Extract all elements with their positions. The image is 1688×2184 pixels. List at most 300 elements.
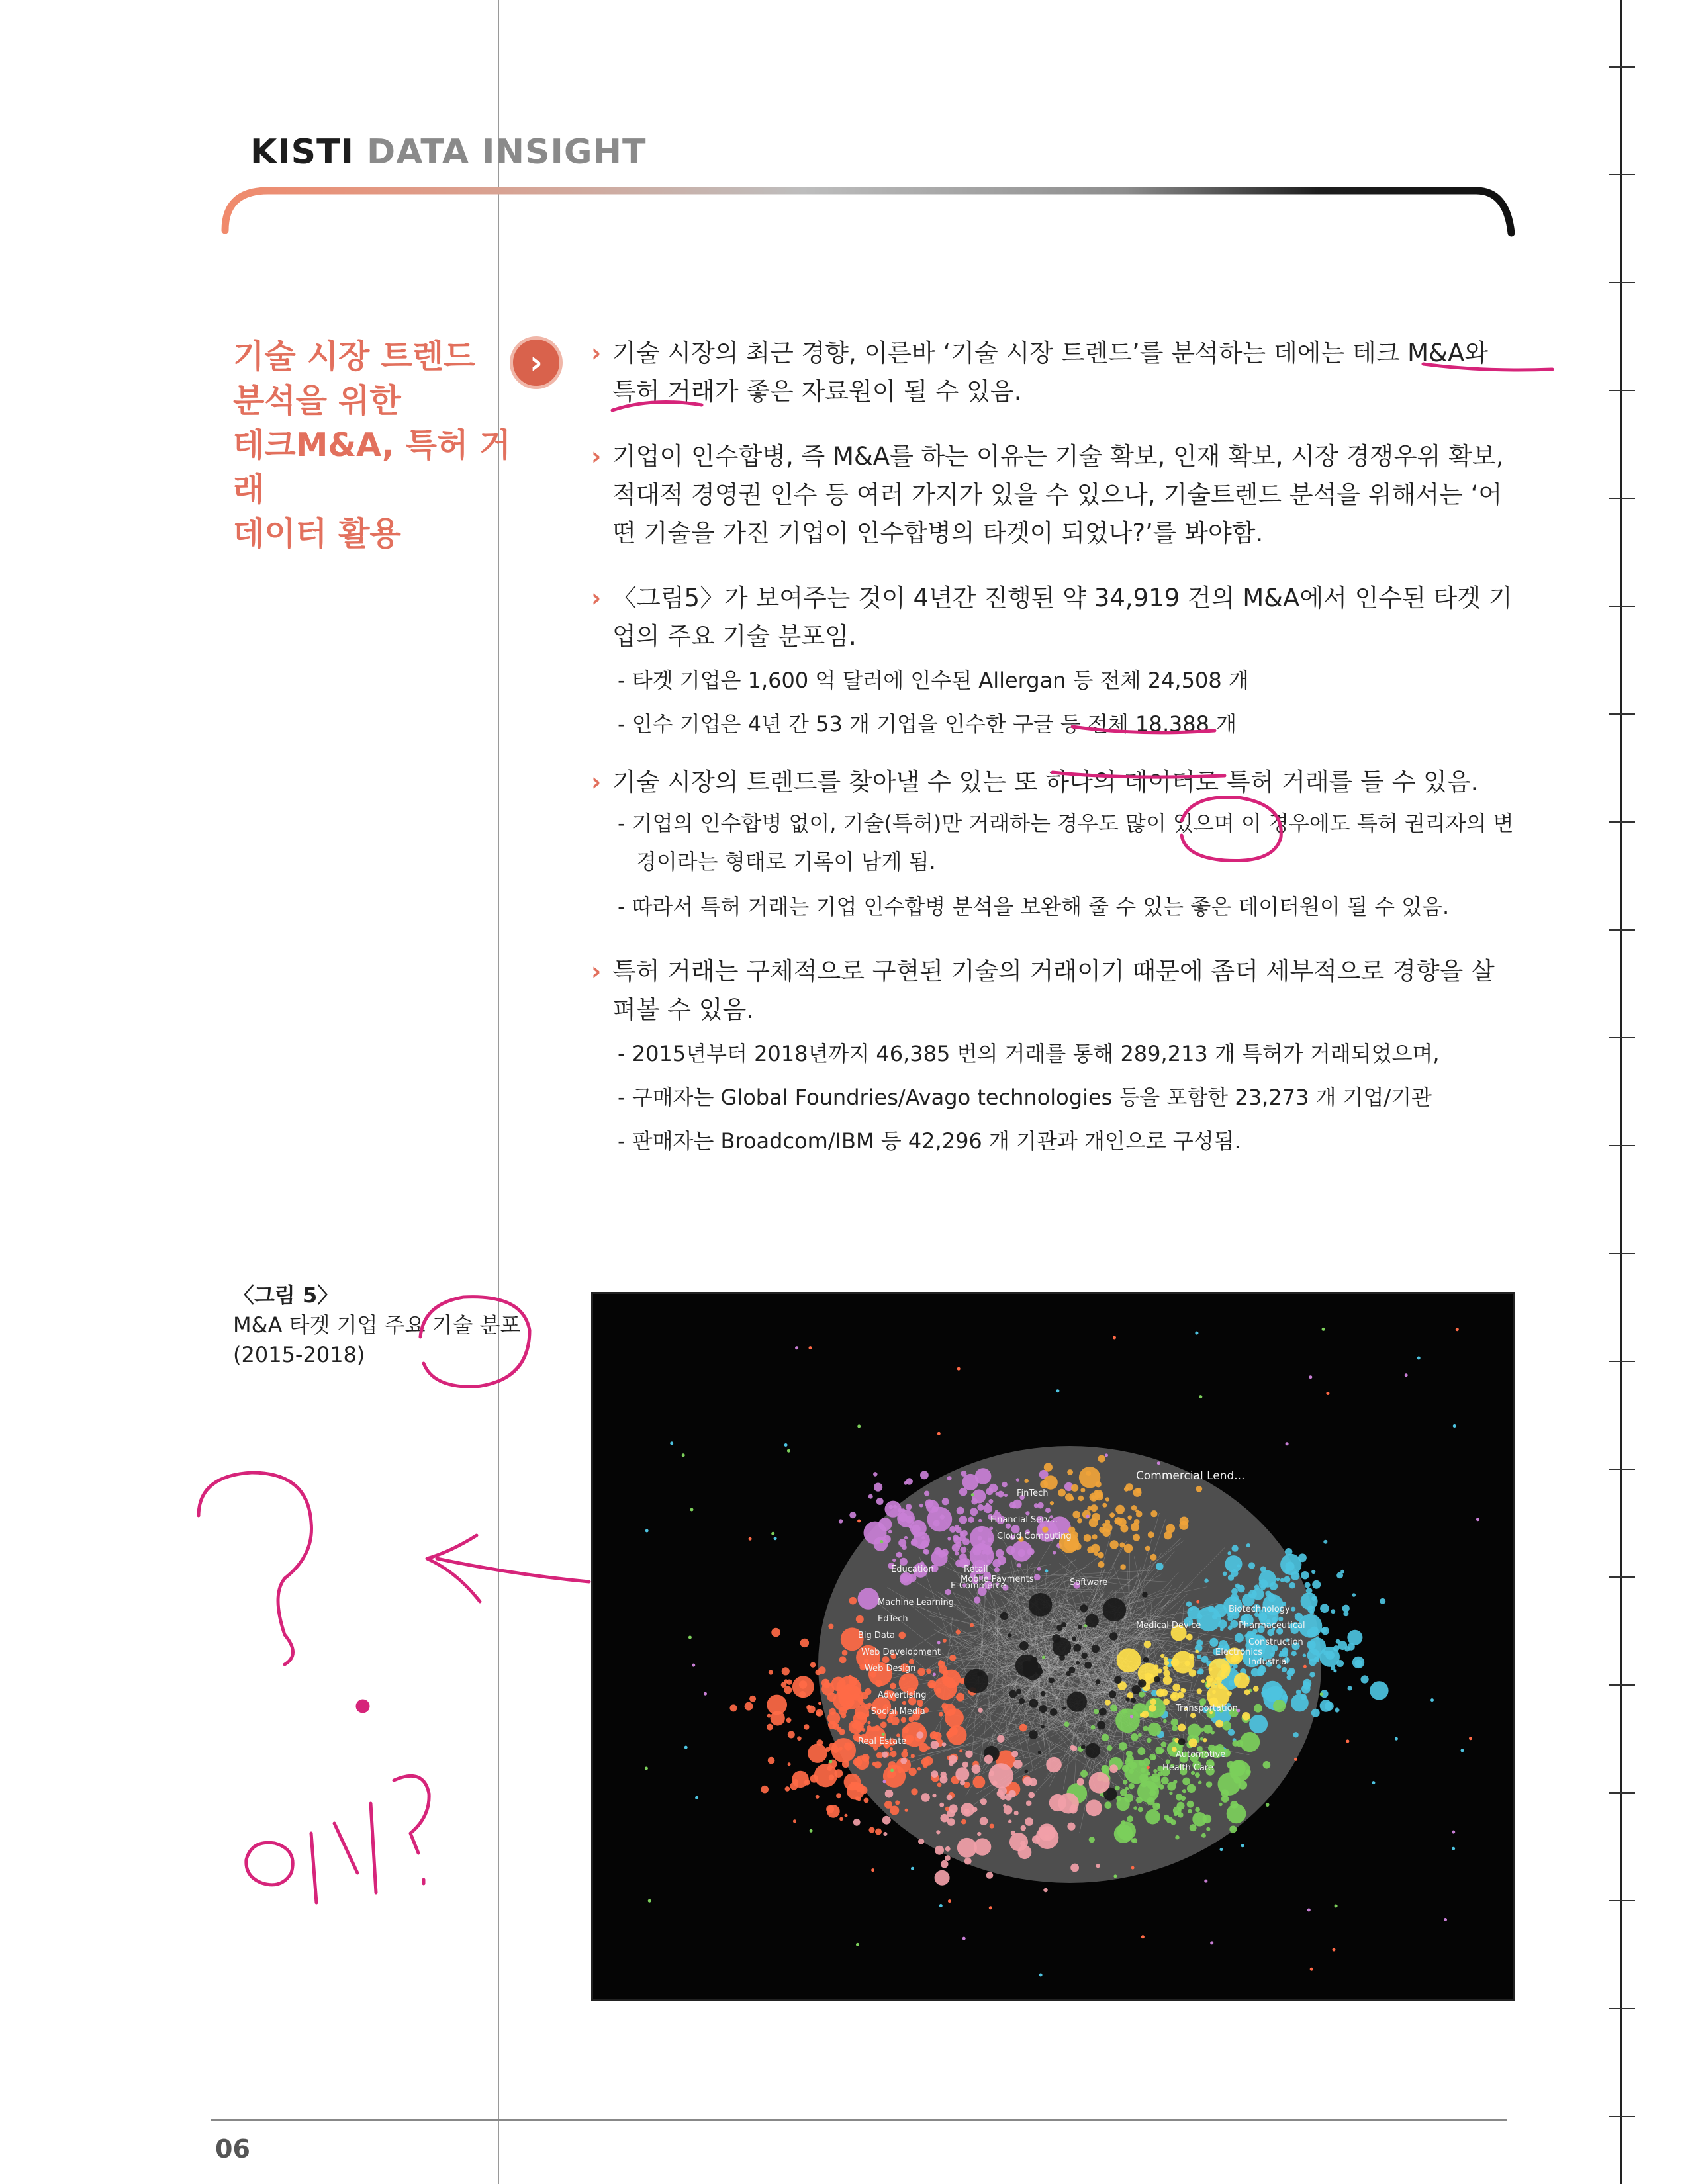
- network-node: [1149, 1754, 1156, 1760]
- network-cluster-label: Financial Serv...: [990, 1515, 1058, 1525]
- network-node: [857, 1797, 861, 1801]
- network-node: [970, 1508, 978, 1516]
- network-node: [989, 1906, 992, 1909]
- network-node: [980, 1817, 988, 1825]
- network-node: [648, 1899, 651, 1903]
- network-node: [771, 1532, 774, 1535]
- network-node: [1195, 1772, 1200, 1778]
- network-node: [1186, 1602, 1192, 1607]
- network-cluster-label: Industrial: [1248, 1657, 1289, 1667]
- network-cluster-label: Electronics: [1215, 1647, 1262, 1657]
- network-node: [818, 1666, 825, 1674]
- network-node: [873, 1472, 878, 1477]
- network-node: [1307, 1909, 1311, 1912]
- network-node: [793, 1779, 799, 1785]
- network-node: [980, 1798, 987, 1805]
- network-cluster-label: EdTech: [878, 1614, 908, 1624]
- network-node: [842, 1760, 849, 1768]
- network-node: [956, 1629, 961, 1634]
- network-node: [961, 1471, 966, 1477]
- network-node: [810, 1829, 813, 1833]
- network-cluster-label: FinTech: [1017, 1488, 1049, 1498]
- network-node: [1140, 1713, 1145, 1717]
- network-node: [888, 1761, 896, 1769]
- network-node: [1044, 1463, 1053, 1471]
- network-node: [1115, 1505, 1125, 1514]
- network-node: [1220, 1848, 1223, 1851]
- network-node: [784, 1443, 788, 1447]
- network-node: [1163, 1719, 1167, 1723]
- network-node: [935, 1870, 950, 1886]
- network-node: [955, 1551, 959, 1556]
- network-node: [1096, 1864, 1100, 1868]
- network-node: [937, 1432, 941, 1435]
- network-node: [1231, 1594, 1239, 1602]
- network-node: [1288, 1668, 1295, 1675]
- network-node: [876, 1498, 884, 1505]
- network-node: [1316, 1636, 1319, 1639]
- network-cluster-label: Commercial Lend...: [1136, 1469, 1245, 1482]
- network-node: [940, 1776, 948, 1784]
- network-node: [1143, 1657, 1149, 1663]
- network-node: [949, 1804, 958, 1813]
- network-cluster-label: Health Care: [1162, 1763, 1213, 1773]
- network-node: [849, 1512, 856, 1518]
- network-node: [1019, 1724, 1027, 1732]
- network-node: [1038, 1823, 1055, 1841]
- binder-tick: [1609, 1253, 1635, 1254]
- network-node: [1456, 1328, 1459, 1331]
- network-node: [1444, 1918, 1447, 1921]
- network-node: [1148, 1531, 1154, 1538]
- network-node: [917, 1767, 921, 1771]
- network-node: [799, 1691, 806, 1698]
- network-node: [645, 1767, 648, 1770]
- network-node: [1231, 1588, 1238, 1595]
- network-node: [932, 1794, 936, 1797]
- network-node: [1212, 1614, 1217, 1619]
- network-node: [997, 1735, 1004, 1743]
- network-node: [856, 1943, 859, 1946]
- network-node: [961, 1819, 966, 1825]
- network-node: [1059, 1655, 1065, 1661]
- network-node: [1310, 1968, 1313, 1971]
- network-node: [1262, 1689, 1271, 1698]
- binder-tick: [1609, 821, 1635, 823]
- network-node: [818, 1702, 821, 1705]
- network-node: [1145, 1546, 1150, 1551]
- network-node: [1227, 1551, 1231, 1555]
- network-node: [645, 1529, 649, 1533]
- network-node: [942, 1742, 947, 1747]
- network-node: [1241, 1844, 1244, 1847]
- network-cluster-label: Cloud Computing: [997, 1531, 1072, 1541]
- network-node: [1119, 1742, 1127, 1751]
- network-node: [956, 1693, 964, 1702]
- network-node: [972, 1764, 981, 1774]
- bullet-arrow-icon: ›: [591, 339, 602, 367]
- network-node: [904, 1481, 908, 1485]
- network-node: [1348, 1686, 1352, 1690]
- network-node: [926, 1669, 931, 1674]
- network-node: [939, 1803, 944, 1807]
- network-node: [961, 1530, 968, 1537]
- network-node: [1127, 1815, 1133, 1822]
- network-node: [767, 1724, 773, 1731]
- network-node: [1370, 1681, 1388, 1700]
- binder-tick: [1609, 1792, 1635, 1794]
- network-node: [1098, 1455, 1105, 1462]
- network-node: [1017, 1563, 1021, 1567]
- network-node: [978, 1519, 982, 1522]
- network-node: [1142, 1592, 1148, 1598]
- network-node: [1099, 1708, 1107, 1716]
- network-node: [1115, 1786, 1119, 1790]
- network-node: [829, 1760, 832, 1763]
- network-node: [1203, 1815, 1212, 1824]
- network-node: [1067, 1469, 1073, 1475]
- network-node: [1170, 1819, 1176, 1825]
- network-node: [952, 1544, 960, 1552]
- network-node: [964, 1858, 972, 1865]
- network-node: [1150, 1510, 1157, 1517]
- network-node: [1199, 1395, 1202, 1398]
- network-node: [962, 1937, 966, 1940]
- network-node: [939, 1904, 943, 1907]
- network-node: [1163, 1666, 1168, 1670]
- network-node: [1206, 1781, 1212, 1787]
- network-node: [1395, 1737, 1398, 1741]
- network-node: [1029, 1699, 1039, 1708]
- network-node: [977, 1832, 981, 1836]
- network-node: [1078, 1496, 1084, 1501]
- network-node: [1181, 1796, 1186, 1801]
- network-node: [767, 1695, 787, 1715]
- network-node: [1303, 1665, 1307, 1668]
- network-node: [1234, 1673, 1250, 1689]
- network-node: [871, 1868, 874, 1872]
- network-node: [1201, 1656, 1209, 1663]
- network-node: [1203, 1738, 1207, 1742]
- network-node: [1196, 1600, 1199, 1604]
- network-node: [948, 1899, 951, 1903]
- network-node: [1266, 1803, 1270, 1807]
- network-node: [1098, 1552, 1104, 1559]
- network-node: [1039, 1974, 1043, 1977]
- bullet-paragraph: [591, 579, 1518, 656]
- network-node: [931, 1741, 939, 1749]
- network-node: [1092, 1534, 1098, 1539]
- network-node: [833, 1747, 839, 1753]
- network-node: [1109, 1512, 1115, 1518]
- network-node: [1195, 1807, 1200, 1813]
- bullet-arrow-icon: ›: [591, 442, 602, 471]
- network-node: [853, 1819, 861, 1826]
- network-node: [1042, 1656, 1045, 1659]
- network-node: [882, 1816, 891, 1825]
- network-node: [935, 1846, 944, 1855]
- network-node: [989, 1484, 998, 1492]
- network-node: [868, 1494, 873, 1499]
- network-node: [1180, 1688, 1184, 1692]
- network-node: [911, 1867, 914, 1870]
- network-node: [858, 1588, 879, 1609]
- network-node: [1190, 1608, 1193, 1611]
- network-node: [1084, 1534, 1092, 1542]
- network-node: [1062, 1707, 1066, 1710]
- network-node: [1361, 1675, 1369, 1683]
- network-node: [688, 1636, 692, 1639]
- network-node: [978, 1527, 983, 1532]
- network-node: [1034, 1574, 1041, 1580]
- network-node: [1178, 1738, 1186, 1745]
- network-node: [1124, 1544, 1133, 1553]
- network-node: [978, 1708, 982, 1713]
- network-node: [1131, 1685, 1141, 1694]
- network-node: [1145, 1809, 1160, 1825]
- network-node: [1167, 1782, 1176, 1790]
- network-node: [984, 1755, 993, 1764]
- network-cluster-label: Biotechnology: [1229, 1604, 1290, 1614]
- network-node: [1133, 1534, 1140, 1541]
- network-node: [869, 1827, 875, 1833]
- bullet-paragraph: [591, 334, 1518, 411]
- network-node: [1043, 1888, 1047, 1892]
- network-node: [1126, 1697, 1130, 1701]
- bullet-paragraph: [591, 437, 1518, 553]
- network-node: [1081, 1653, 1088, 1659]
- network-node: [845, 1814, 848, 1817]
- network-node: [1300, 1694, 1307, 1700]
- network-node: [895, 1800, 900, 1805]
- network-node: [908, 1768, 916, 1776]
- network-node: [1161, 1741, 1167, 1747]
- network-node: [1453, 1424, 1456, 1428]
- network-node: [883, 1832, 887, 1836]
- network-node: [911, 1788, 917, 1795]
- network-node: [1307, 1628, 1317, 1637]
- network-node: [1114, 1520, 1118, 1524]
- network-node: [848, 1675, 853, 1680]
- network-node: [839, 1707, 847, 1715]
- network-node: [1058, 1489, 1066, 1497]
- network-node: [1013, 1760, 1023, 1769]
- network-node: [1085, 1743, 1100, 1758]
- network-node: [1175, 1835, 1179, 1839]
- network-node: [998, 1556, 1006, 1565]
- network-node: [1110, 1704, 1117, 1711]
- network-node: [1171, 1719, 1178, 1726]
- network-node: [949, 1755, 957, 1764]
- network-node: [1027, 1548, 1035, 1555]
- network-node: [1157, 1461, 1160, 1465]
- network-node: [1284, 1576, 1290, 1583]
- network-node: [836, 1793, 841, 1798]
- network-node: [885, 1501, 902, 1518]
- network-node: [839, 1747, 843, 1751]
- network-node: [911, 1754, 915, 1758]
- page-number: 06: [215, 2134, 250, 2163]
- network-node: [1326, 1392, 1329, 1395]
- bullet-arrow-icon: ›: [591, 584, 602, 612]
- network-node: [1089, 1772, 1110, 1794]
- network-node: [1301, 1592, 1318, 1610]
- network-node: [1121, 1820, 1126, 1825]
- network-node: [1182, 1778, 1190, 1786]
- network-node: [874, 1483, 882, 1492]
- network-node: [1039, 1705, 1047, 1713]
- network-node: [1073, 1644, 1081, 1652]
- network-node: [808, 1744, 827, 1763]
- question-dot: [357, 1701, 368, 1711]
- network-cluster-label: Advertising: [878, 1690, 927, 1700]
- network-node: [904, 1536, 908, 1539]
- network-node: [1097, 1721, 1105, 1729]
- network-node: [839, 1656, 847, 1663]
- network-node: [1139, 1692, 1145, 1698]
- network-node: [1025, 1479, 1029, 1483]
- network-node: [1009, 1690, 1017, 1698]
- arrow-mark: [437, 1559, 589, 1582]
- network-node: [1320, 1692, 1323, 1696]
- figure-caption-text: M&A 타겟 기업 주요 기술 분포: [233, 1312, 521, 1338]
- network-node: [1102, 1734, 1109, 1741]
- network-node: [1077, 1518, 1082, 1524]
- network-node: [1223, 1572, 1227, 1576]
- network-node: [1160, 1654, 1164, 1658]
- network-node: [1058, 1793, 1079, 1813]
- network-figure: [591, 1292, 1515, 2001]
- binder-edge: [1620, 0, 1622, 2184]
- network-node: [1117, 1648, 1141, 1672]
- network-node: [874, 1761, 882, 1768]
- network-node: [942, 1498, 949, 1505]
- network-node: [940, 1514, 945, 1519]
- network-node: [930, 1731, 938, 1739]
- network-node: [1405, 1373, 1408, 1377]
- network-node: [947, 1476, 952, 1480]
- network-cluster-label: Pharmaceutical: [1239, 1621, 1305, 1631]
- network-node: [769, 1670, 773, 1675]
- network-node: [695, 1796, 698, 1799]
- network-node: [1019, 1641, 1029, 1651]
- network-node: [864, 1798, 869, 1803]
- network-node: [1254, 1704, 1262, 1713]
- network-node: [957, 1507, 964, 1515]
- network-node: [1085, 1614, 1099, 1628]
- network-node: [1215, 1720, 1223, 1728]
- section-title-line: 데이터 활용: [233, 515, 401, 553]
- network-node: [1131, 1505, 1137, 1510]
- handwritten-question: [246, 1776, 429, 1903]
- network-node: [945, 1855, 951, 1861]
- network-node: [1069, 1666, 1076, 1673]
- network-node: [923, 1549, 927, 1554]
- network-node: [1346, 1739, 1349, 1743]
- network-node: [1198, 1781, 1202, 1785]
- network-node: [1296, 1690, 1301, 1695]
- network-node: [1084, 1624, 1087, 1627]
- network-node: [1182, 1789, 1186, 1793]
- binder-tick: [1609, 1037, 1635, 1038]
- network-node: [1291, 1571, 1300, 1580]
- network-node: [787, 1449, 790, 1453]
- network-node: [1286, 1562, 1295, 1571]
- network-node: [923, 1762, 928, 1768]
- network-node: [1417, 1357, 1421, 1360]
- network-node: [968, 1517, 974, 1523]
- network-cluster-label: Real Estate: [858, 1737, 907, 1747]
- network-node: [1186, 1634, 1193, 1641]
- network-node: [1178, 1724, 1186, 1732]
- network-node: [955, 1767, 969, 1781]
- network-node: [920, 1543, 926, 1549]
- network-node: [1156, 1803, 1160, 1807]
- network-node: [804, 1724, 809, 1729]
- sub-item: - 판매자는 Broadcom/IBM 등 42,296 개 기관과 개인으로 구성됨.: [618, 1128, 1241, 1154]
- network-node: [1078, 1625, 1082, 1629]
- network-node: [1086, 1515, 1090, 1518]
- network-node: [827, 1805, 840, 1818]
- network-node: [1102, 1503, 1107, 1508]
- network-node: [959, 1488, 967, 1496]
- network-node: [1154, 1676, 1160, 1683]
- network-node: [804, 1780, 810, 1786]
- section-title-line: 분석을 위한: [233, 382, 401, 420]
- network-node: [1209, 1659, 1231, 1680]
- network-node: [1019, 1698, 1025, 1704]
- network-node: [1232, 1740, 1239, 1747]
- network-node: [1076, 1661, 1080, 1665]
- network-node: [1041, 1725, 1045, 1729]
- network-node: [1270, 1653, 1274, 1657]
- network-node: [1021, 1825, 1026, 1831]
- network-node: [1164, 1815, 1169, 1820]
- network-node: [920, 1471, 929, 1479]
- network-node: [1187, 1801, 1194, 1808]
- network-node: [788, 1762, 791, 1766]
- network-node: [1103, 1598, 1127, 1622]
- network-node: [1138, 1733, 1142, 1737]
- network-node: [918, 1839, 924, 1844]
- network-node: [1070, 1745, 1075, 1751]
- network-node: [931, 1770, 938, 1778]
- network-node: [1201, 1679, 1205, 1683]
- network-node: [1120, 1789, 1127, 1796]
- network-node: [865, 1688, 871, 1695]
- network-node: [1016, 1478, 1019, 1481]
- network-node: [1049, 1678, 1055, 1684]
- network-node: [816, 1739, 823, 1746]
- network-node: [1291, 1607, 1295, 1612]
- network-node: [1107, 1745, 1112, 1751]
- network-node: [1011, 1751, 1018, 1757]
- network-node: [875, 1829, 882, 1835]
- network-node: [1201, 1833, 1206, 1838]
- network-node: [1249, 1715, 1268, 1733]
- network-node: [1144, 1641, 1151, 1648]
- network-node: [997, 1790, 1004, 1797]
- network-node: [1227, 1761, 1235, 1769]
- network-node: [890, 1768, 894, 1772]
- network-node: [878, 1518, 892, 1531]
- network-node: [883, 1780, 886, 1783]
- network-node: [1072, 1511, 1080, 1519]
- network-node: [880, 1721, 887, 1728]
- network-node: [941, 1860, 949, 1868]
- network-node: [1141, 1780, 1148, 1788]
- network-node: [831, 1677, 846, 1692]
